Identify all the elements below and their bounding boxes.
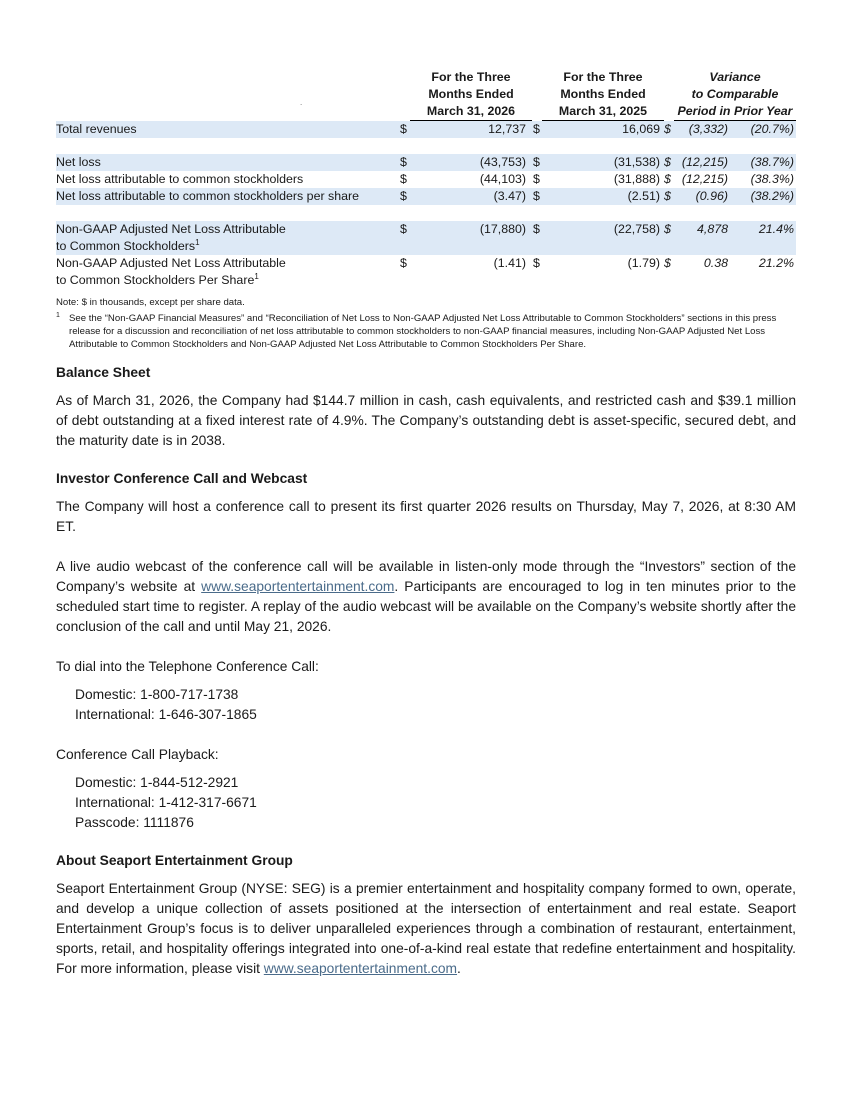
- value-2025: 16,069: [622, 122, 660, 136]
- header-three-months-2025: For the Three Months Ended March 31, 2025: [542, 69, 664, 121]
- currency-symbol: $: [664, 122, 671, 136]
- footnote-marker: 1: [56, 312, 60, 319]
- header-three-months-2026: For the Three Months Ended March 31, 2026: [410, 69, 532, 121]
- header-variance: Variance to Comparable Period in Prior Year: [674, 69, 796, 121]
- table-header: [56, 68, 796, 121]
- about-website-link[interactable]: www.seaportentertainment.com: [263, 961, 458, 976]
- currency-symbol: $: [400, 189, 407, 203]
- balance-sheet-heading: Balance Sheet: [56, 365, 151, 380]
- value-2026: (17,880): [479, 222, 526, 236]
- row-label: Total revenues: [56, 122, 137, 136]
- dial-in-label: To dial into the Telephone Conference Call:: [56, 659, 319, 674]
- variance-percent: (20.7%): [750, 122, 794, 136]
- press-release-page: [56, 68, 796, 979]
- currency-symbol: $: [664, 155, 671, 169]
- conference-paragraph-2: A live audio webcast of the conference call will be available in listen-only mode through the “Investors” section of the Company’s website at www.seaportentertainment.com. Participants are encouraged to log in ten minutes prior to the scheduled start time to register. A replay of the audio webcast will be available on the Company’s website shortly after the conclusion of the call and until May 21, 2026.: [56, 559, 796, 634]
- currency-symbol: $: [533, 172, 540, 186]
- row-label: Net loss: [56, 155, 101, 169]
- variance-percent: (38.3%): [750, 172, 794, 186]
- currency-symbol: $: [400, 256, 407, 270]
- table-row-net-loss-per-share: [56, 188, 796, 205]
- currency-symbol: $: [664, 222, 671, 236]
- currency-symbol: $: [400, 172, 407, 186]
- playback-passcode: Passcode: 1111876: [75, 815, 194, 830]
- variance-value: (3,332): [688, 122, 728, 136]
- value-2025: (31,538): [613, 155, 660, 169]
- variance-value: 4,878: [696, 222, 728, 236]
- value-2026: 12,737: [488, 122, 526, 136]
- stray-dot: .: [300, 98, 303, 107]
- variance-value: (12,215): [681, 172, 728, 186]
- playback-international: International: 1-412-317-6671: [75, 795, 257, 810]
- about-text: Seaport Entertainment Group (NYSE: SEG) is a premier entertainment and hospitality company formed to own, operate, and develop a unique collection of assets positioned at the intersection of entertainment and real estate. Seaport Entertainment Group’s focus is to deliver unparalleled experiences through a combination of restaurant, entertainment, sports, retail, and hospitality offerings integrated into one-of-a-kind real estate that redefine entertainment and hospitality. For more information, please visit www.seaportentertainment.com.: [56, 881, 796, 976]
- conference-heading: Investor Conference Call and Webcast: [56, 471, 308, 486]
- row-label: Non-GAAP Adjusted Net Loss Attributable to Common Stockholders$^1$: [56, 222, 286, 253]
- value-2025: (31,888): [613, 172, 660, 186]
- currency-symbol: $: [664, 172, 671, 186]
- value-2026: (3.47): [493, 189, 526, 203]
- playback-numbers: [56, 773, 796, 833]
- playback-domestic: Domestic: 1-844-512-2921: [75, 775, 239, 790]
- row-label: Non-GAAP Adjusted Net Loss Attributable to Common Stockholders Per Share$^1$: [56, 256, 286, 287]
- dial-in-numbers: [56, 685, 796, 725]
- variance-percent: 21.4%: [758, 222, 794, 236]
- currency-symbol: $: [533, 155, 540, 169]
- website-link[interactable]: www.seaportentertainment.com: [201, 579, 395, 594]
- footnote-marker: 1: [254, 271, 259, 281]
- row-label: Net loss attributable to common stockholders per share: [56, 189, 360, 203]
- table-row-net-loss-common: [56, 171, 796, 188]
- table-row-net-loss: [56, 154, 796, 171]
- conference-paragraph-1: The Company will host a conference call to present its first quarter 2026 results on Thursday, May 7, 2026, at 8:30 AM ET.: [56, 499, 796, 534]
- variance-value: (0.96): [695, 189, 728, 203]
- table-footnote: 1 See the “Non-GAAP Financial Measures” and “Reconciliation of Net Loss to Non-GAAP Adjusted Net Loss Attributable to Common Stockholders” sections in this press release for a discussion and reconciliation of net loss attributable to common stockholders to non-GAAP financial measures, including Non-GAAP Adjusted Net Loss Attributable to Common Stockholders and Non-GAAP Adjusted Net Loss Attributable to Common Stockholders Per Share.: [56, 312, 796, 351]
- variance-value: (12,215): [681, 155, 728, 169]
- variance-percent: (38.7%): [750, 155, 794, 169]
- value-2026: (44,103): [479, 172, 526, 186]
- value-2025: (1.79): [627, 256, 660, 270]
- playback-label: Conference Call Playback:: [56, 747, 219, 762]
- value-2025: (2.51): [627, 189, 660, 203]
- variance-percent: (38.2%): [750, 189, 794, 203]
- value-2025: (22,758): [613, 222, 660, 236]
- table-row-non-gaap-net-loss: [56, 221, 796, 255]
- currency-symbol: $: [533, 256, 540, 270]
- currency-symbol: $: [664, 189, 671, 203]
- table-row-non-gaap-per-share: [56, 255, 796, 289]
- currency-symbol: $: [533, 222, 540, 236]
- currency-symbol: $: [400, 155, 407, 169]
- row-label: Net loss attributable to common stockholders: [56, 172, 304, 186]
- balance-sheet-text: As of March 31, 2026, the Company had $144.7 million in cash, cash equivalents, and restricted cash and $39.1 million of debt outstanding at a fixed interest rate of 4.9%. The Company’s outstanding debt is asset-specific, secured debt, and the maturity date is in 2038.: [56, 393, 796, 448]
- about-heading: About Seaport Entertainment Group: [56, 853, 293, 868]
- currency-symbol: $: [664, 256, 671, 270]
- currency-symbol: $: [400, 122, 407, 136]
- currency-symbol: $: [533, 189, 540, 203]
- table-note: Note: $ in thousands, except per share data.: [56, 297, 245, 308]
- table-row-total-revenues: [56, 121, 796, 138]
- value-2026: (1.41): [493, 256, 526, 270]
- financial-summary-table: [56, 68, 796, 289]
- dial-domestic: Domestic: 1-800-717-1738: [75, 687, 239, 702]
- footnote-marker: 1: [195, 237, 200, 247]
- dial-international: International: 1-646-307-1865: [75, 707, 257, 722]
- value-2026: (43,753): [479, 155, 526, 169]
- variance-value: 0.38: [703, 256, 728, 270]
- variance-percent: 21.2%: [758, 256, 794, 270]
- currency-symbol: $: [533, 122, 540, 136]
- currency-symbol: $: [400, 222, 407, 236]
